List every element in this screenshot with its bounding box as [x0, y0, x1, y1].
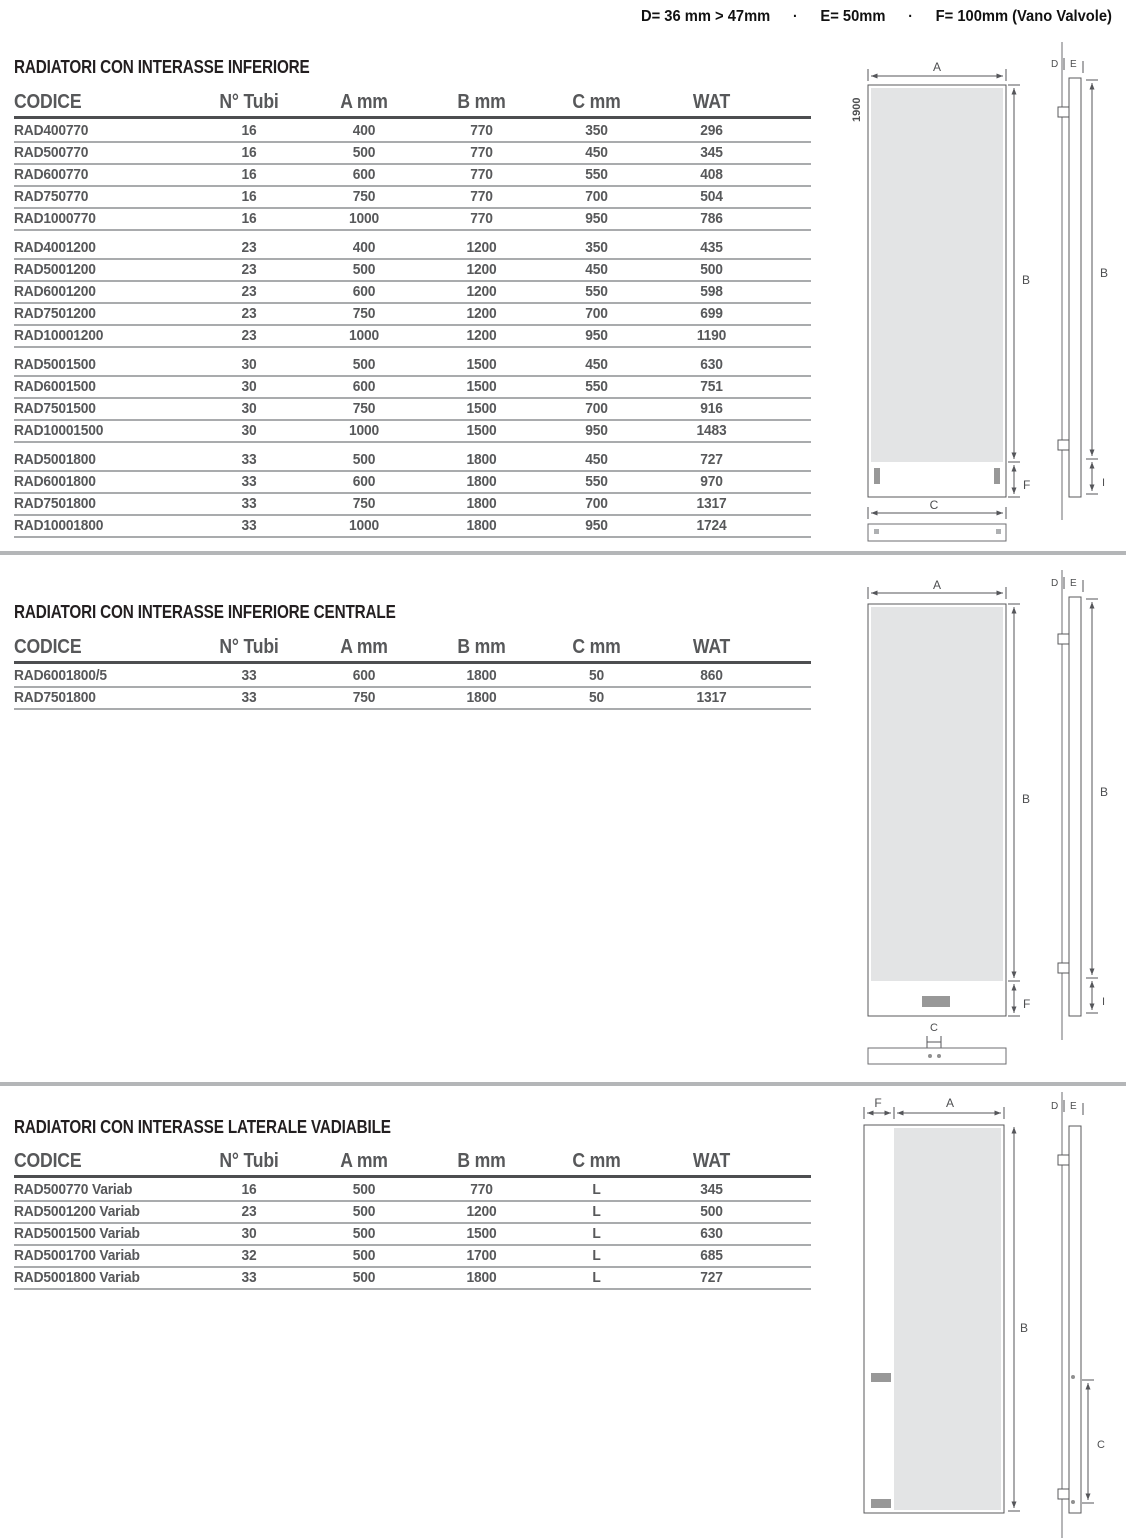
dim-label-f: F	[1023, 997, 1031, 1011]
side-connection-upper	[871, 1373, 891, 1382]
value-cell: 598	[700, 283, 723, 300]
value-cell: 1200	[466, 1203, 497, 1220]
table-row	[14, 304, 811, 326]
radiator-front-body	[894, 1128, 1001, 1510]
code-cell: RAD4001200	[14, 239, 96, 256]
table-row	[14, 326, 811, 348]
table-inferiore-centrale	[14, 666, 811, 710]
side-port-lower	[1071, 1500, 1075, 1504]
table-group	[14, 666, 811, 710]
column-header: B mm	[457, 636, 506, 658]
value-cell: 1700	[466, 1247, 497, 1264]
value-cell: 685	[700, 1247, 723, 1264]
dim-label-b: B	[1100, 785, 1109, 799]
column-header: WAT	[692, 91, 731, 113]
wall-bracket-bottom	[1058, 963, 1069, 973]
value-cell: 16	[241, 122, 257, 139]
table-laterale-variabile	[14, 1180, 811, 1290]
bullet-separator: ·	[793, 8, 798, 25]
dim-label-f: F	[1023, 478, 1031, 492]
table-group	[14, 355, 811, 443]
diagram-interasse-inferiore-centrale	[830, 568, 1126, 1084]
value-cell: 296	[700, 122, 723, 139]
value-cell: 33	[241, 451, 257, 468]
value-cell: 500	[352, 1181, 376, 1198]
value-cell: 600	[352, 283, 376, 300]
code-cell: RAD1000770	[14, 210, 96, 227]
value-cell: 435	[700, 239, 723, 256]
value-cell: 950	[585, 422, 608, 439]
value-cell: 32	[241, 1247, 257, 1264]
value-cell: 750	[352, 495, 376, 512]
value-cell: 500	[352, 144, 376, 161]
dim-label-b: B	[1100, 266, 1109, 280]
value-cell: 23	[241, 327, 257, 344]
dim-label-a: A	[945, 1096, 955, 1110]
value-cell: L	[592, 1225, 601, 1242]
base-plate	[868, 524, 1006, 541]
code-cell: RAD5001500 Variab	[14, 1225, 140, 1242]
table-header	[14, 86, 811, 119]
value-cell: 1200	[466, 305, 497, 322]
value-cell: 600	[352, 667, 376, 684]
code-cell: RAD6001500	[14, 378, 96, 395]
value-cell: 1800	[466, 667, 497, 684]
value-cell: 1800	[466, 495, 497, 512]
value-cell: 500	[352, 1203, 376, 1220]
dim-label-i: I	[1102, 477, 1106, 489]
base-plug-right	[996, 529, 1001, 534]
code-cell: RAD6001800/5	[14, 667, 107, 684]
code-cell: RAD5001200 Variab	[14, 1203, 140, 1220]
value-cell: 1500	[466, 378, 497, 395]
value-cell: 50	[588, 667, 604, 684]
value-cell: 33	[241, 517, 257, 534]
value-cell: 500	[700, 261, 723, 278]
value-cell: 23	[241, 305, 257, 322]
value-cell: 16	[241, 188, 257, 205]
dim-label-c: C	[1097, 1439, 1105, 1451]
value-cell: 630	[700, 1225, 723, 1242]
code-cell: RAD750770	[14, 188, 89, 205]
dim-label-e: E	[1070, 1101, 1077, 1112]
spec-d: D= 36 mm > 47mm	[640, 8, 771, 25]
side-port-upper	[1071, 1375, 1075, 1379]
code-cell: RAD500770 Variab	[14, 1181, 133, 1198]
diagram-interasse-inferiore	[830, 40, 1126, 552]
value-cell: 1500	[466, 1225, 497, 1242]
value-cell: 504	[700, 188, 723, 205]
value-cell: 770	[470, 122, 493, 139]
section-title-inferiore: RADIATORI CON INTERASSE INFERIORE	[14, 57, 310, 77]
value-cell: 450	[585, 144, 608, 161]
value-cell: 699	[700, 305, 723, 322]
dim-label-a: A	[932, 578, 942, 592]
spec-e: E= 50mm	[820, 8, 886, 25]
value-cell: 550	[585, 473, 608, 490]
value-cell: 1190	[696, 327, 727, 344]
code-cell: RAD600770	[14, 166, 89, 183]
value-cell: 350	[585, 239, 608, 256]
dim-label-e: E	[1070, 578, 1077, 589]
value-cell: 30	[241, 1225, 257, 1242]
value-cell: 1000	[349, 517, 379, 534]
table-row	[14, 260, 811, 282]
value-cell: 550	[585, 283, 608, 300]
wall-bracket-bottom	[1058, 440, 1069, 450]
value-cell: 786	[700, 210, 723, 227]
value-cell: 1800	[466, 1269, 497, 1286]
value-cell: 500	[352, 451, 376, 468]
column-header: WAT	[692, 636, 731, 658]
value-cell: 1500	[466, 356, 497, 373]
table-row	[14, 1224, 811, 1246]
value-cell: 1200	[466, 283, 497, 300]
table-row	[14, 282, 811, 304]
table-row	[14, 377, 811, 399]
table-header	[14, 1145, 811, 1178]
code-cell: RAD400770	[14, 122, 89, 139]
value-cell: 33	[241, 1269, 257, 1286]
value-cell: 1200	[466, 239, 497, 256]
value-cell: 500	[352, 356, 376, 373]
dim-label-b: B	[1022, 273, 1031, 287]
table-group	[14, 1180, 811, 1290]
dim-label-i: I	[1102, 996, 1106, 1008]
radiator-front-body	[871, 607, 1003, 981]
table-row	[14, 399, 811, 421]
table-inferiore	[14, 121, 811, 538]
value-cell: 16	[241, 210, 257, 227]
table-row	[14, 1246, 811, 1268]
table-row	[14, 472, 811, 494]
value-cell: 916	[700, 400, 723, 417]
value-cell: 770	[470, 1181, 493, 1198]
value-cell: 16	[241, 144, 257, 161]
code-cell: RAD10001500	[14, 422, 104, 439]
value-cell: 33	[241, 495, 257, 512]
value-cell: 1483	[696, 422, 727, 439]
table-group	[14, 121, 811, 231]
bullet-separator: ·	[908, 8, 913, 25]
value-cell: 750	[352, 400, 376, 417]
table-header	[14, 631, 811, 664]
table-row	[14, 516, 811, 538]
column-header: A mm	[340, 91, 388, 113]
value-cell: 1000	[349, 422, 379, 439]
value-cell: 751	[700, 378, 723, 395]
value-cell: 500	[352, 1247, 376, 1264]
value-cell: 700	[585, 495, 608, 512]
code-cell: RAD10001800	[14, 517, 104, 534]
wall-bracket-bottom	[1058, 1489, 1069, 1499]
base-plug-left	[874, 529, 879, 534]
table-row	[14, 666, 811, 688]
dim-b-i-side	[1086, 80, 1098, 494]
code-cell: RAD6001800	[14, 473, 96, 490]
column-header: C mm	[572, 91, 621, 113]
value-cell: 950	[585, 210, 608, 227]
value-cell: 450	[585, 451, 608, 468]
value-cell: 30	[241, 422, 257, 439]
code-cell: RAD7501800	[14, 689, 96, 706]
table-row	[14, 1268, 811, 1290]
column-header: N° Tubi	[219, 91, 279, 113]
code-cell: RAD7501500	[14, 400, 96, 417]
dim-f-a	[864, 1107, 1004, 1119]
value-cell: 1000	[349, 210, 379, 227]
diagram-interasse-laterale	[830, 1090, 1126, 1538]
table-row	[14, 165, 811, 187]
value-cell: 500	[352, 1269, 376, 1286]
value-cell: 30	[241, 400, 257, 417]
column-header: CODICE	[14, 91, 82, 113]
valve-right	[994, 468, 1000, 484]
dim-label-d: D	[1051, 578, 1059, 589]
value-cell: 16	[241, 166, 257, 183]
value-cell: 400	[352, 239, 376, 256]
value-cell: 970	[700, 473, 723, 490]
value-cell: L	[592, 1181, 601, 1198]
table-row	[14, 143, 811, 165]
value-cell: 23	[241, 239, 257, 256]
radiator-side-profile	[1069, 78, 1081, 497]
table-group	[14, 238, 811, 348]
dim-label-a: A	[932, 60, 942, 74]
table-row	[14, 209, 811, 231]
dim-label-b: B	[1020, 1321, 1029, 1335]
value-cell: 860	[700, 667, 723, 684]
code-cell: RAD7501800	[14, 495, 96, 512]
dim-label-e: E	[1070, 59, 1077, 70]
value-cell: 500	[352, 261, 376, 278]
column-header: A mm	[340, 636, 388, 658]
section-title-laterale-variabile: RADIATORI CON INTERASSE LATERALE VADIABILE	[14, 1117, 391, 1137]
value-cell: 700	[585, 400, 608, 417]
section-title-inferiore-centrale: RADIATORI CON INTERASSE INFERIORE CENTRALE	[14, 602, 396, 622]
table-row	[14, 688, 811, 710]
value-cell: 600	[352, 473, 376, 490]
column-header: A mm	[340, 1150, 388, 1172]
value-cell: 30	[241, 378, 257, 395]
value-cell: 400	[352, 122, 376, 139]
value-cell: 550	[585, 166, 608, 183]
base-hole-left	[928, 1054, 932, 1058]
value-cell: L	[592, 1203, 601, 1220]
value-cell: 350	[585, 122, 608, 139]
value-cell: 750	[352, 689, 376, 706]
spec-header	[641, 8, 1112, 26]
code-cell: RAD7501200	[14, 305, 96, 322]
value-cell: 16	[241, 1181, 257, 1198]
value-cell: 33	[241, 473, 257, 490]
value-cell: 1800	[466, 473, 497, 490]
value-cell: 1200	[466, 261, 497, 278]
table-group	[14, 450, 811, 538]
column-header: B mm	[457, 1150, 506, 1172]
value-cell: 1317	[696, 689, 727, 706]
dim-label-c: C	[929, 498, 939, 512]
value-cell: 23	[241, 1203, 257, 1220]
value-cell: 700	[585, 188, 608, 205]
value-cell: 727	[700, 451, 723, 468]
value-cell: 770	[470, 166, 493, 183]
wall-bracket-top	[1058, 107, 1069, 117]
column-header: C mm	[572, 636, 621, 658]
value-cell: 408	[700, 166, 723, 183]
column-header: WAT	[692, 1150, 731, 1172]
column-header: CODICE	[14, 1150, 82, 1172]
code-cell: RAD500770	[14, 144, 89, 161]
value-cell: 1317	[696, 495, 727, 512]
table-row	[14, 121, 811, 143]
wall-bracket-top	[1058, 634, 1069, 644]
dim-b-f-front	[1008, 85, 1020, 497]
table-row	[14, 187, 811, 209]
height-note: 1900	[851, 97, 863, 122]
value-cell: 770	[470, 188, 493, 205]
value-cell: 1800	[466, 517, 497, 534]
value-cell: L	[592, 1269, 601, 1286]
code-cell: RAD5001800 Variab	[14, 1269, 140, 1286]
value-cell: 1500	[466, 422, 497, 439]
value-cell: 770	[470, 210, 493, 227]
value-cell: 500	[700, 1203, 723, 1220]
value-cell: 950	[585, 517, 608, 534]
value-cell: 450	[585, 261, 608, 278]
value-cell: 1000	[349, 327, 379, 344]
value-cell: 345	[700, 144, 723, 161]
value-cell: 23	[241, 283, 257, 300]
spec-f: F= 100mm (Vano Valvole)	[935, 8, 1112, 25]
valve-left	[874, 468, 880, 484]
value-cell: 33	[241, 689, 257, 706]
value-cell: 600	[352, 166, 376, 183]
value-cell: 450	[585, 356, 608, 373]
dim-b-i-side	[1086, 599, 1098, 1013]
value-cell: 30	[241, 356, 257, 373]
code-cell: RAD5001500	[14, 356, 96, 373]
code-cell: RAD5001700 Variab	[14, 1247, 140, 1264]
value-cell: L	[592, 1247, 601, 1264]
code-cell: RAD5001200	[14, 261, 96, 278]
base-hole-right	[937, 1054, 941, 1058]
radiator-side-profile	[1069, 597, 1081, 1016]
value-cell: 23	[241, 261, 257, 278]
dim-c-bracket	[927, 1036, 941, 1048]
value-cell: 1800	[466, 451, 497, 468]
column-header: N° Tubi	[219, 636, 279, 658]
value-cell: 630	[700, 356, 723, 373]
code-cell: RAD5001800	[14, 451, 96, 468]
value-cell: 750	[352, 305, 376, 322]
dim-b-f-front	[1008, 604, 1020, 1016]
column-header: CODICE	[14, 636, 82, 658]
value-cell: 1500	[466, 400, 497, 417]
side-connection-lower	[871, 1499, 891, 1508]
code-cell: RAD6001200	[14, 283, 96, 300]
table-row	[14, 238, 811, 260]
column-header: C mm	[572, 1150, 621, 1172]
wall-bracket-top	[1058, 1155, 1069, 1165]
dim-b-front	[1008, 1127, 1020, 1511]
value-cell: 750	[352, 188, 376, 205]
value-cell: 50	[588, 689, 604, 706]
value-cell: 727	[700, 1269, 723, 1286]
table-row	[14, 421, 811, 443]
value-cell: 600	[352, 378, 376, 395]
value-cell: 33	[241, 667, 257, 684]
value-cell: 1200	[466, 327, 497, 344]
value-cell: 950	[585, 327, 608, 344]
value-cell: 700	[585, 305, 608, 322]
table-row	[14, 1180, 811, 1202]
table-row	[14, 494, 811, 516]
value-cell: 345	[700, 1181, 723, 1198]
value-cell: 1800	[466, 689, 497, 706]
table-row	[14, 1202, 811, 1224]
dim-label-f: F	[874, 1096, 882, 1110]
radiator-side-profile	[1069, 1126, 1081, 1513]
code-cell: RAD10001200	[14, 327, 104, 344]
central-connection	[922, 996, 950, 1007]
dim-label-d: D	[1051, 59, 1059, 70]
value-cell: 770	[470, 144, 493, 161]
column-header: N° Tubi	[219, 1150, 279, 1172]
dim-c-side	[1082, 1380, 1094, 1503]
table-row	[14, 450, 811, 472]
value-cell: 500	[352, 1225, 376, 1242]
dim-label-c: C	[930, 1022, 938, 1034]
table-row	[14, 355, 811, 377]
value-cell: 1724	[696, 517, 727, 534]
column-header: B mm	[457, 91, 506, 113]
dim-label-b: B	[1022, 792, 1031, 806]
radiator-front-body	[871, 88, 1003, 462]
dim-label-d: D	[1051, 1101, 1059, 1112]
value-cell: 550	[585, 378, 608, 395]
